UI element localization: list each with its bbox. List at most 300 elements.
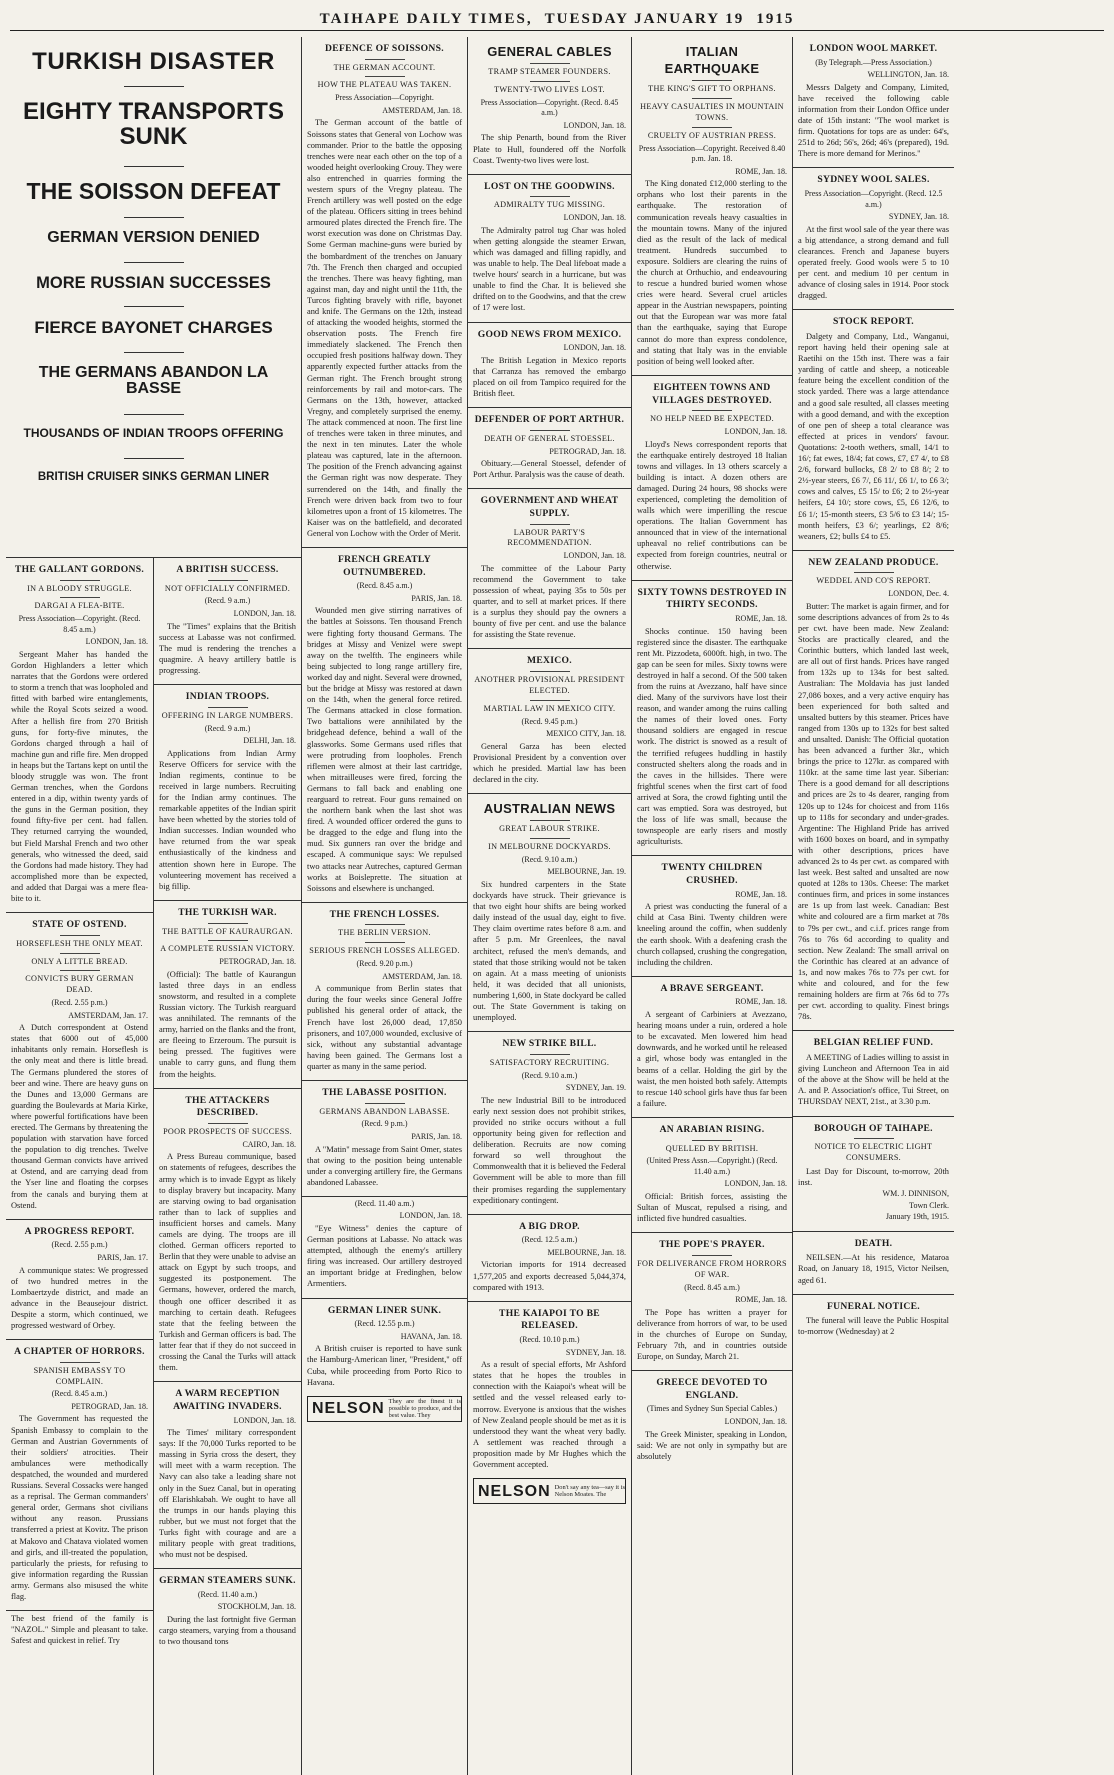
article xyxy=(637,862,787,967)
dateline: LONDON, Jan. 18. xyxy=(233,1415,296,1425)
article xyxy=(473,1308,626,1470)
press-credit: (Recd. 9 p.m.) xyxy=(361,1119,408,1129)
article-subhead: CONVICTS BURY GERMAN DEAD. xyxy=(25,974,134,995)
divider xyxy=(530,838,570,839)
article xyxy=(159,691,296,892)
article-body: The Admiralty patrol tug Char was holed when getting alongside the steamer Erwan, which was damaged and filling rapidly, and was unable to help. The Deal lifeboat made a twelve hours' search in a hurricane, but was unable to find the Char. It is believed she drifted on to the Goodwins, and that the crew of 17 were lost. xyxy=(473,225,626,313)
headline-6: FIERCE BAYONET CHARGES xyxy=(34,317,273,337)
article-title: LONDON WOOL MARKET. xyxy=(809,43,938,54)
article-body: The "Times" explains that the British success at Labasse was not confirmed. The mud is rendering the trenches a quagmire. A heavy artillery battle is progressing. xyxy=(159,621,296,675)
article-body: The Times' military correspondent says: If the 70,000 Turks reported to be massing in Syria cross the desert, they will meet with a warm reception. The Navy can also take a leading share not only in the Suez Canal, but in operating off Elarishkabah. We ought to have all the trumps in our hands playing this rubber, but we must not forget that the Turks fight with courage and are a military people with great traditions, who must not be despised. xyxy=(159,1428,296,1560)
article-title: DEATH. xyxy=(854,1237,893,1249)
article-subhead: OFFERING IN LARGE NUMBERS. xyxy=(161,710,294,720)
article xyxy=(159,1388,296,1560)
article-body: Dalgety and Company, Ltd., Wanganui, report having held their opening sale at Raetihi on the 15th inst. There was a fair yarding of cattle and sheep, a noticeable feature being the excellent condition of the stock yarded. There was a large attendance and a good sale resulted, all classes meeting with a good demand, and with the exception of one pen of sheep a total clearance was effected at prices in vendors' favour. Quotations: 2-tooth wethers, small, 14/1 to 16/; fat ewes, 18/4; fat cows, £7, £7 4/, to £8 2/6, forward bullocks, £8 2/ to £8 8/; 2 to 2½-year steers, £6 7/, £6 11/, £6 1/, to £6 3/; cows and calves, £5 15/ to £6; 2 to 2½-year heifers, £4 10/; store cows, £5, £6 12/6, to £6 1/; 15-month steers, £3 5/6 to £3 14/; 15-month heifers, £3 6/; yearlings, £2 8/6; weaners, £2; bulls £4 to £5. xyxy=(798,332,949,541)
headline-8: THOUSANDS OF INDIAN TROOPS OFFERING xyxy=(23,426,284,441)
dateline: MELBOURNE, Jan. 18. xyxy=(547,1247,626,1257)
divider xyxy=(692,410,732,411)
article-title: THE FRENCH LOSSES. xyxy=(329,908,440,920)
article-body: NEILSEN.—At his residence, Mataroa Road, on January 18, 1915, Victor Neilsen, aged 61. xyxy=(798,1253,949,1285)
article xyxy=(159,564,296,676)
column-rule xyxy=(793,1030,954,1031)
column-rule xyxy=(468,793,631,794)
ad-brand: NELSON xyxy=(312,1400,385,1418)
press-credit: Press Association—Copyright. (Recd. 12.5 a.m.) xyxy=(804,189,943,209)
divider xyxy=(60,580,100,581)
dateline: HAVANA, Jan. 18. xyxy=(400,1331,462,1341)
press-credit: Press Association—Copyright. xyxy=(335,93,434,103)
article-title: FRENCH GREATLY OUTNUMBERED. xyxy=(338,553,431,578)
press-credit: (Recd. 9.10 a.m.) xyxy=(521,1070,578,1080)
article-body: The King donated £12,000 sterling to the orphans who lost their parents in the earthquake. The restoration of communication reveals heavy casualties in the mountain towns. Many of the injured died as the result of the lack of medical treatment. Hundreds succumbed to exposure. Soldiers are clearing the ruins of the church at Orthuchio, and endeavouring to rescue a hundred buried women whose cries were heard. Several cruel articles appear in the Austrian newspapers, pointing out that the European war was more fatal than the earthquake, saying that Europe cannot do more than express condolence, and stating that Italy was in the enviable position of being well looked after. xyxy=(637,179,787,366)
article xyxy=(637,1239,787,1362)
article xyxy=(11,1346,148,1602)
column-rule xyxy=(302,1196,467,1197)
article-title: BOROUGH OF TAIHAPE. xyxy=(814,1122,933,1134)
column-rule xyxy=(468,174,631,175)
article xyxy=(473,655,626,785)
article-title: A PROGRESS REPORT. xyxy=(24,1225,135,1237)
press-credit: (Recd. 9 a.m.) xyxy=(204,596,251,606)
masthead-date: TUESDAY JANUARY 19 xyxy=(544,11,745,27)
dateline: PETROGRAD, Jan. 18. xyxy=(549,446,626,456)
divider xyxy=(208,940,248,941)
article xyxy=(473,329,626,400)
column-rule xyxy=(793,309,954,310)
article-body: General Garza has been elected Provisional President by a convention over which he presided. Martial law has been declared in the city. xyxy=(473,741,626,784)
article xyxy=(159,1575,296,1647)
article-subhead: THE GERMAN ACCOUNT. xyxy=(333,62,436,72)
dateline: ROME, Jan. 18. xyxy=(735,997,787,1007)
article-subhead: DEATH OF GENERAL STOESSEL. xyxy=(484,433,615,443)
article-body: (Official): The battle of Kaurangun lasted three days in an endless snowstorm, and resulted in a complete Russian victory. The Turkish rearguard was annihilated. The remnants of the army, harried on the flanks and the front, are fleeing to Erzeroum. The pursuit is being pressed. The fugitives were unable to carry guns, and flung them from the heights. xyxy=(159,969,296,1079)
article-body: "Eye Witness" denies the capture of German positions at Labasse. No attack was attempted, although the enemy's artillery firing was increased. Our artillery destroyed an important bridge at Fredinghen, below Armentiers. xyxy=(307,1224,462,1289)
article-subhead: GERMANS ABANDON LABASSE. xyxy=(319,1106,450,1116)
article-subhead: MARTIAL LAW IN MEXICO CITY. xyxy=(483,703,616,713)
dateline: STOCKHOLM, Jan. 18. xyxy=(217,1602,296,1612)
dateline: LONDON, Dec. 4. xyxy=(888,589,949,599)
article-body: A communique states: We progressed of two hundred metres in the Lombaertzyde district, and made an advance in the Beausejour district. Despite a storm, which continued, we progressed westward of Orbey. xyxy=(11,1265,148,1330)
article xyxy=(159,907,296,1080)
divider xyxy=(208,707,248,708)
article-body: A communique from Berlin states that during the four weeks since General Joffre published his general order of attack, the French have lost 26,000 dead, 17,850 prisoners, and 107,000 wounded, exclusive of sick, without any substantial advantage having been gained. The Germans lost a quarter as many in the same period. xyxy=(307,984,462,1071)
article-title: AUSTRALIAN NEWS xyxy=(483,801,616,817)
nelson-tea-advert xyxy=(473,1478,626,1504)
ad-text: They are the finest it is possible to produce, and the best value. They xyxy=(388,1397,461,1420)
divider xyxy=(692,98,732,99)
ad-brand: NELSON xyxy=(478,1482,551,1500)
press-credit: Press Association—Copyright. (Recd. 8.45 a.m.) xyxy=(480,97,619,118)
divider xyxy=(530,524,570,525)
article-title: A BRAVE SERGEANT. xyxy=(660,982,764,994)
article-body: Messrs Dalgety and Company, Limited, have received the following cable information from their London Office under date of 15th instant: "The wool market is firm. Quotations for tops are as under: 64's, 251d to 26d; 56's, 26d; 46's (prepared), 19d. There is more demand for Merinos." xyxy=(798,82,949,159)
press-credit: (Recd. 12.55 p.m.) xyxy=(354,1319,415,1329)
dateline: PARIS, Jan. 17. xyxy=(97,1252,148,1262)
article-subhead: SATISFACTORY RECRUITING. xyxy=(489,1057,610,1067)
article xyxy=(473,43,626,166)
article-title: GERMAN STEAMERS SUNK. xyxy=(159,1575,296,1587)
dateline: PARIS, Jan. 18. xyxy=(411,593,462,603)
column-rule xyxy=(302,1080,467,1081)
divider xyxy=(530,1054,570,1055)
divider xyxy=(530,671,570,672)
divider xyxy=(530,63,570,64)
article-title: THE KAIAPOI TO BE RELEASED. xyxy=(499,1307,600,1332)
headline-2: EIGHTY TRANSPORTS SUNK xyxy=(23,98,284,151)
article-title: FUNERAL NOTICE. xyxy=(827,1300,920,1312)
press-credit: (Recd. 8.45 a.m.) xyxy=(356,581,413,591)
article xyxy=(307,1199,462,1290)
divider xyxy=(854,572,894,573)
column-rule xyxy=(302,902,467,903)
dateline: LONDON, Jan. 18. xyxy=(724,1179,787,1189)
article-body: The Pope has written a prayer for deliverance from horrors of war, to be used in the churches of Europe on Sunday, February 7th, and in countries outside Europe, on Sunday, March 21. xyxy=(637,1307,787,1362)
article-subhead: LABOUR PARTY'S RECOMMENDATION. xyxy=(507,527,592,548)
divider xyxy=(60,935,100,936)
article-title: DEFENDER OF PORT ARTHUR. xyxy=(474,414,625,426)
article xyxy=(473,414,626,480)
article-subhead: A COMPLETE RUSSIAN VICTORY. xyxy=(160,944,295,954)
article-subhead: POOR PROSPECTS OF SUCCESS. xyxy=(163,1126,292,1136)
article-subhead: IN A BLOODY STRUGGLE. xyxy=(27,583,132,593)
column-rule xyxy=(793,1294,954,1295)
divider xyxy=(60,597,100,598)
dateline: MELBOURNE, Jan. 19. xyxy=(547,867,626,877)
article-title: AN ARABIAN RISING. xyxy=(659,1123,765,1135)
article-body: A "Matin" message from Saint Omer, states that owing to the position being untenable under a converging artillery fire, the Germans abandoned Labassee. xyxy=(307,1144,462,1187)
article-subhead: NOT OFFICIALLY CONFIRMED. xyxy=(164,583,291,593)
column-rule xyxy=(468,648,631,649)
press-credit: (Recd. 9.20 p.m.) xyxy=(356,959,413,969)
divider xyxy=(854,1138,894,1139)
article xyxy=(798,1301,949,1338)
article-subhead: CRUELTY OF AUSTRIAN PRESS. xyxy=(647,130,777,140)
press-credit: Press Association—Copyright. Received 8.40 p.m. Jan. 18. xyxy=(638,143,786,164)
dateline: LONDON, Jan. 18. xyxy=(563,120,626,130)
dateline: ROME, Jan. 18. xyxy=(735,613,787,623)
article xyxy=(798,1238,949,1286)
column-rule xyxy=(6,912,153,913)
press-credit: (Recd. 9.45 p.m.) xyxy=(521,716,578,726)
article xyxy=(11,919,148,1211)
dateline: LONDON, Jan. 18. xyxy=(563,343,626,353)
column-6 xyxy=(793,37,954,1775)
column-rule xyxy=(6,1219,153,1220)
divider xyxy=(365,924,405,925)
article-subhead: SERIOUS FRENCH LOSSES ALLEGED. xyxy=(309,946,460,956)
article-body: As a result of special efforts, Mr Ashford states that he hopes the troubles in connection with the Kaiapoi's wheat will be settled and the vessel released early to-morrow. Everyone is anxious that the wishes of New Zealand people should be met as it is understood they want the wheat very badly. A settlement was reached through a proposition made by Mr Hughes which the Government accepted. xyxy=(473,1360,626,1470)
article-title: DEFENCE OF SOISSONS. xyxy=(325,43,444,54)
column-rule xyxy=(632,855,792,856)
article-subhead: ANOTHER PROVISIONAL PRESIDENT ELECTED. xyxy=(474,675,625,695)
nazol-advert: The best friend of the family is "NAZOL." Simple and pleasant to take. Safest and quickest in relief. Try xyxy=(11,1614,148,1646)
column-rule xyxy=(632,580,792,581)
article-subhead: FOR DELIVERANCE FROM HORRORS OF WAR. xyxy=(637,1258,787,1279)
article xyxy=(798,1037,949,1107)
column-2 xyxy=(154,558,301,1775)
press-credit: Press Association—Copyright. (Recd. 8.45 a.m.) xyxy=(18,614,141,634)
dateline: LONDON, Jan. 18. xyxy=(233,609,296,619)
article-body: The committee of the Labour Party recommend the Government to take possession of wheat, paying 35s to 50s per quarter, and to sell at market prices. If there is a surplus they should pay the owners a bounty of five per cent. and use the balance for assisting the State revenue. xyxy=(473,563,626,640)
article-title: LOST ON THE GOODWINS. xyxy=(484,180,615,192)
article-body: Shocks continue. 150 having been registered since the disaster. The earthquake rent Mt. Pizzodeta, 6000ft. high, in two. The gap can be seen for miles. Sixty towns were destroyed in half a second. Of the 500 taken from the ruins at Avezzano, half have since died. Many of the survivors have lost their reason, and wander among the ruins calling the names of their loved ones. Forty thousand soldiers are engaged in rescue work. The district is snowed as a result of the terrified refugees huddling in hastily constructed shelters along the roads and in the caves in the hillsides. There were frightful scenes when the first cart of food arrived at Sora, the crowd fighting until the cart was emptied. Sora was destroyed, but the loss of life was small, because the townspeople are early risers and mostly agriculturists. xyxy=(637,626,787,847)
column-rule xyxy=(793,1231,954,1232)
press-credit: (Recd. 9.10 a.m.) xyxy=(521,854,578,864)
article xyxy=(307,43,462,539)
article-subhead: HOW THE PLATEAU WAS TAKEN. xyxy=(317,80,452,90)
column-rule xyxy=(468,1301,631,1302)
column-rule xyxy=(632,976,792,977)
masthead-year: 1915 xyxy=(756,11,795,27)
headline-1: TURKISH DISASTER xyxy=(32,48,275,75)
dateline: AMSTERDAM, Jan. 18. xyxy=(382,105,462,115)
notice-date: January 19th, 1915. xyxy=(885,1212,949,1222)
article-subhead: HORSEFLESH THE ONLY MEAT. xyxy=(16,938,143,948)
dateline: LONDON, Jan. 18. xyxy=(563,551,626,561)
article-body: A priest was conducting the funeral of a child at Casa Bini. Twenty children were kneeling around the coffin, when suddenly the earth shook. With a deafening crash the church collapsed, crushing the congregation, including the children. xyxy=(637,902,787,967)
article-title: SIXTY TOWNS DESTROYED IN THIRTY SECONDS. xyxy=(637,586,787,611)
article-title: A BIG DROP. xyxy=(519,1220,580,1232)
article-body: Obituary.—General Stoessel, defender of Port Arthur. Paralysis was the cause of death. xyxy=(473,459,626,480)
article-subhead: THE BATTLE OF KAURAURGAN. xyxy=(162,926,293,936)
article-title: GERMAN LINER SUNK. xyxy=(327,1304,442,1316)
article-title: A WARM RECEPTION AWAITING INVADERS. xyxy=(173,1388,282,1412)
column-rule xyxy=(154,1088,301,1089)
article xyxy=(798,1123,949,1223)
article-title: GREECE DEVOTED TO ENGLAND. xyxy=(656,1377,768,1401)
article-body: Applications from Indian Army Reserve Officers for service with the Indian regiments, continue to be received in large numbers. Recruiting for the Indian army continues. The remarkable appetites of the Indian spirit have been whetted by the stories told of Indian successes. Indian wounded who have returned from the war speak enthusiastically of the kindness and attention shown here in Europe. The volunteering movement has received a big fillip. xyxy=(159,748,296,891)
article xyxy=(159,1095,296,1374)
article xyxy=(637,587,787,848)
columns xyxy=(6,37,1108,1775)
dateline: LONDON, Jan. 18. xyxy=(724,1417,787,1427)
press-credit: (Recd. 10.10 p.m.) xyxy=(519,1335,580,1345)
column-rule xyxy=(632,1232,792,1233)
column-rule xyxy=(793,167,954,168)
divider xyxy=(208,923,248,924)
article-body: A British cruiser is reported to have sunk the Hamburg-American liner, "President," off Cuba, while proceeding from Porto Rico to Havana. xyxy=(307,1344,462,1387)
article xyxy=(473,1038,626,1206)
divider xyxy=(530,196,570,197)
dateline: PARIS, Jan. 18. xyxy=(411,1132,462,1141)
divider xyxy=(530,820,570,821)
article-title: THE POPE'S PRAYER. xyxy=(659,1239,765,1251)
article-body: A Press Bureau communique, based on statements of refugees, describes the army which is to invade Egypt as likely to display bravery but incapacity. Many are starving owing to bad organisation rather than to lack of supplies and insufficient horses and camels. Many camels are dying. The troops are ill clothed. German officers reported to Berlin that they were unable to advise an attack on Egypt by such troops, and suggested its postponement. The Germans, however, ordered the march, though one officer described it as marching to certain death. Refugees state that the feeling between the Turkish and German officers is bad. The latter fear that if they do not succeed in crossing the Canal the Turks will attack them. xyxy=(159,1152,296,1373)
article xyxy=(307,1087,462,1188)
article-body: Last Day for Discount, to-morrow, 20th inst. xyxy=(798,1166,949,1187)
column-rule xyxy=(154,684,301,685)
column-rule xyxy=(154,1568,301,1569)
dateline: LONDON, Jan. 18. xyxy=(399,1211,462,1221)
article-subhead: GREAT LABOUR STRIKE. xyxy=(499,824,600,834)
article-body: A MEETING of Ladies willing to assist in giving Luncheon and Afternoon Tea in aid of the above at the Show will be held at the A. and P. Association's office, Tui Street, on THURSDAY NEXT, 21st., at 3.30 p.m. xyxy=(798,1053,949,1107)
article-body: Lloyd's News correspondent reports that the earthquake entirely destroyed 18 Italian towns and villages. In 13 others scarcely a building is intact. A dozen others are damaged. During 24 hours, 98 shocks were experienced, completing the demolition of walls which were imperilling the rescue operations. The Italian Government has announced that in view of the international upheaval no relief contributions can be expected from foreign countries, neutral or otherwise. xyxy=(637,439,787,571)
press-credit: (Recd. 8.45 a.m.) xyxy=(684,1282,740,1292)
divider xyxy=(365,59,405,60)
dateline: DELHI, Jan. 18. xyxy=(243,736,296,746)
divider xyxy=(60,1362,100,1363)
article xyxy=(637,983,787,1109)
article xyxy=(798,557,949,1023)
dateline: ROME, Jan. 18. xyxy=(735,1295,787,1305)
article-body: Victorian imports for 1914 decreased 1,577,205 and exports decreased 5,044,374, compared with 1913. xyxy=(473,1260,626,1292)
article-subhead: THE BERLIN VERSION. xyxy=(338,928,431,938)
dateline: PETROGRAD, Jan. 18. xyxy=(219,957,296,967)
article-subhead: DARGAI A FLEA-BITE. xyxy=(34,601,125,611)
article xyxy=(307,909,462,1072)
article xyxy=(11,564,148,904)
dateline: PETROGRAD, Jan. 18. xyxy=(71,1401,148,1411)
article xyxy=(637,1124,787,1224)
column-5 xyxy=(632,37,793,1775)
article xyxy=(473,495,626,640)
article-body: The Greek Minister, speaking in London, said: We are not only in sympathy but are absolutely xyxy=(637,1429,787,1461)
article-title: STATE OF OSTEND. xyxy=(32,919,127,931)
article-body: At the first wool sale of the year there was a big attendance, a strong demand and full clearances. French and Japanese buyers operated freely. Good wools were 5 to 10 per cent. and medium 10 per centum in advance of closing sales in 1914. Poor stock dragged. xyxy=(798,224,949,301)
column-rule xyxy=(468,488,631,489)
article-title: TWENTY CHILDREN CRUSHED. xyxy=(661,862,763,887)
article-title: ITALIAN EARTHQUAKE xyxy=(664,44,760,77)
divider xyxy=(692,1255,732,1256)
dateline: SYDNEY, Jan. 18. xyxy=(888,212,949,222)
article-title: GOOD NEWS FROM MEXICO. xyxy=(477,328,622,340)
headline-5: MORE RUSSIAN SUCCESSES xyxy=(36,273,271,292)
article-title: THE TURKISH WAR. xyxy=(178,906,277,918)
divider xyxy=(208,580,248,581)
column-4 xyxy=(468,37,632,1775)
nelson-tea-advert xyxy=(307,1396,462,1422)
headline-3: THE SOISSON DEFEAT xyxy=(26,177,281,204)
signoff: WM. J. DINNISON, xyxy=(882,1189,949,1199)
article xyxy=(473,800,626,1023)
press-credit: (Recd. 12.5 a.m.) xyxy=(521,1235,578,1245)
article-body: Official: British forces, assisting the Sultan of Muscat, repulsed a rising, and inflicted five hundred casualties. xyxy=(637,1192,787,1224)
dateline: LONDON, Jan. 18. xyxy=(724,427,787,436)
article-title: BELGIAN RELIEF FUND. xyxy=(813,1037,934,1049)
article-body: Wounded men give stirring narratives of the battles at Soissons. Ten thousand French were fighting forty thousand Germans. The bridges at Missy and Venizel were swept away on the twelfth. The engineers while being subjected to long range artillery fire, worked day and night. Several were drowned, but the bridge at Missy was restored at dawn on the 14th, when the general force retired. The Germans attacked in close formation. Two battalions were annihilated by the bridgehead defence, behind a wall of the glassworks. Some Germans used rifles that were protruding from loopholes. French riflemen were almost at their last cartridge, when mitrailleuses were fired, forcing the Germans to fall back and enabling one rearguard to retreat. Four guns remained on the northern bank when the last shot was fired. A wounded officer ordered the guns to be dragged to the edge and flung into the mud. Six gunners ran over the bridge and escaped. A communique says: We repulsed two attacks near Autreches, captured German works at Boisleprette. The situation at Soissons and elsewhere is unchanged. xyxy=(307,606,462,893)
article xyxy=(798,43,949,159)
article-body: A sergeant of Carbiniers at Avezzano, hearing moans under a ruin, ordered a hole to be excavated. Men lowered him head downwards, and he worked until he released a girl, whose body was entangled in the beams of a cellar. Holding the girl by the waist, the men hoisted both safely. Attempts to rescue 140 school girls have thus far been a failure. xyxy=(637,1010,787,1108)
article-subhead: NO HELP NEED BE EXPECTED. xyxy=(650,414,774,424)
ad-text: Don't say any tea—say it is Nelson Moates. The xyxy=(554,1483,625,1499)
column-rule xyxy=(302,1298,467,1299)
divider xyxy=(692,80,732,81)
article xyxy=(11,1226,148,1331)
column-rule xyxy=(632,1117,792,1118)
article xyxy=(307,1305,462,1388)
dateline: LONDON, Jan. 18. xyxy=(563,213,626,223)
headline-9: BRITISH CRUISER SINKS GERMAN LINER xyxy=(37,470,270,483)
column-rule xyxy=(6,1339,153,1340)
signoff: Town Clerk. xyxy=(909,1200,949,1210)
column-1 xyxy=(6,558,154,1775)
divider xyxy=(365,1103,405,1104)
divider xyxy=(208,1123,248,1124)
press-credit: (Recd. 8.45 a.m.) xyxy=(51,1389,108,1399)
article-subhead: TWENTY-TWO LIVES LOST. xyxy=(494,84,605,94)
press-credit: (Recd. 11.40 a.m.) xyxy=(197,1589,258,1599)
article-subhead: IN MELBOURNE DOCKYARDS. xyxy=(488,842,611,852)
column-rule xyxy=(793,1116,954,1117)
dateline: AMSTERDAM, Jan. 18. xyxy=(382,971,462,981)
article-title: EIGHTEEN TOWNS AND VILLAGES DESTROYED. xyxy=(652,381,772,406)
column-rule xyxy=(468,322,631,323)
article-subhead: ONLY A LITTLE BREAD. xyxy=(31,956,128,966)
article-subhead: TRAMP STEAMER FOUNDERS. xyxy=(488,67,611,77)
article xyxy=(798,316,949,541)
column-rule xyxy=(302,547,467,548)
article xyxy=(473,181,626,314)
article-title: A CHAPTER OF HORRORS. xyxy=(14,1346,145,1358)
article-title: THE LABASSE POSITION. xyxy=(322,1086,447,1098)
column-rule xyxy=(632,1370,792,1371)
article-body: Sergeant Maher has handed the Gordon Highlanders a letter which narrates that the Gordons were ordered to storm a trench that was loopholed and fitted with barbed wire entanglements, while the Royal Scots seized a wood. After a hellish fire from 270 British guns, for forty-five minutes, the Gordons charged through a hail of machine gun and rifle fire. Men dropped in heaps but the Tartans kept on until the bloody struggle was won. The front German trenches, when the Gordons entered in a dip, within twenty yards of the guns in the German position, they found fifty-five per cent. had fallen. They returned carrying the wounded, but Field Marshal French and two other generals, who witnessed the deed, said the Gordons had made history. They had accomplished more than be expected, and added that Dargai was a mere flea-bite to it. xyxy=(11,649,148,904)
press-credit: (Times and Sydney Sun Special Cables.) xyxy=(646,1404,778,1414)
column-rule xyxy=(468,1214,631,1215)
press-credit: (Recd. 9 a.m.) xyxy=(204,723,251,733)
column-rule xyxy=(468,1031,631,1032)
article xyxy=(473,1221,626,1293)
press-credit: (United Press Assn.—Copyright.) (Recd. 11.40 a.m.) xyxy=(646,1156,778,1176)
headline-4: GERMAN VERSION DENIED xyxy=(47,228,260,246)
column-3 xyxy=(302,37,468,1775)
left-wide-section xyxy=(6,37,302,1775)
article-subhead: SPANISH EMBASSY TO COMPLAIN. xyxy=(33,1365,126,1386)
article-title: SYDNEY WOOL SALES. xyxy=(817,174,930,186)
masthead xyxy=(10,4,1104,31)
dateline: SYDNEY, Jan. 18. xyxy=(565,1347,626,1357)
article-subhead: WEDDEL AND CO'S REPORT. xyxy=(816,576,931,586)
article-subhead: QUELLED BY BRITISH. xyxy=(665,1143,759,1153)
divider xyxy=(530,430,570,431)
article-subhead: NOTICE TO ELECTRIC LIGHT CONSUMERS. xyxy=(814,1142,933,1162)
dateline: WELLINGTON, Jan. 18. xyxy=(867,70,949,80)
column-rule xyxy=(154,1381,301,1382)
article-body: The funeral will leave the Public Hospital to-morrow (Wednesday) at 2 xyxy=(798,1316,949,1337)
article-subhead: ADMIRALTY TUG MISSING. xyxy=(493,200,606,210)
divider xyxy=(530,700,570,701)
divider xyxy=(692,127,732,128)
article-body: The German account of the battle of Soissons states that General von Lochow was commander. Prior to the battle the opposing trenches were near each other on the top of a wooded height overlooking Crouy. They were also entrenched in quarries forming the western spurs of the Vregny plateau. The French artillery was well posted on the edge of the plateau. Officers sitting in trees behind armoured plates directed the French fire. The worst execution was done on Christmas Day. Some German machine-guns were buried by the bombardment of the trenches on January 7th. The French then charged and occupied the trenches. There was heavy fighting, man against man, day and night until the 11th, the Turcos fighting bravely with rifle, bayonet and knife. The Germans on the 12th, instead of attacking the wooded heights, stormed the observation posts. The French fire immediately slackened. The French then occupied fresh positions halfway down. They apparently expected further attacks from the German right. The French brought strong reinforcements by rail and motor-cars. The Germans on the 13th, however, attacked Vregny, and completely surprised the enemy. The attack commenced at noon. The first line of trenches were taken in three minutes, and the next in ten minutes. Later the whole plateau was captured, late in the afternoon. The position of the French advancing against the German right was now desperate. They surrendered on the 14th, and finally the French were driven back from two to four kilometres upon a front of 15 kilometres. The Kaiser was on the battlefield, and decorated General von Lochow with the Order of Merit. xyxy=(307,118,462,538)
divider xyxy=(530,81,570,82)
article-body: The new Industrial Bill to be introduced early next session does not prohibit strikes, provided no strike occurs without a full opportunity being given for reflection and deliberation. Recruits are now coming forward so well throughout the Commonwealth that it is believed the Federal Government will be able to more than fill their promises regarding the supplementary expeditionary contingent. xyxy=(473,1095,626,1205)
dateline: CAIRO, Jan. 18. xyxy=(242,1139,296,1149)
article xyxy=(307,554,462,894)
article-title: MEXICO. xyxy=(526,655,572,667)
dateline: SYDNEY, Jan. 19. xyxy=(565,1083,626,1093)
dateline: ROME, Jan. 18. xyxy=(735,889,787,899)
article-title: GENERAL CABLES xyxy=(487,44,612,59)
article-title: NEW STRIKE BILL. xyxy=(502,1038,597,1050)
article-title: INDIAN TROOPS. xyxy=(185,691,270,703)
press-credit: (Recd. 2.55 p.m.) xyxy=(51,1240,108,1250)
dateline: AMSTERDAM, Jan. 17. xyxy=(68,1010,148,1020)
column-rule xyxy=(154,900,301,901)
divider xyxy=(365,942,405,943)
dateline: ROME, Jan. 18. xyxy=(735,166,787,176)
article-title: GOVERNMENT AND WHEAT SUPPLY. xyxy=(480,495,619,519)
article-subhead: HEAVY CASUALTIES IN MOUNTAIN TOWNS. xyxy=(640,102,784,122)
column-rule xyxy=(6,1610,153,1611)
article xyxy=(798,174,949,301)
article-body: During the last fortnight five German cargo steamers, varying from a thousand to two thousand tons xyxy=(159,1614,296,1647)
article-title: NEW ZEALAND PRODUCE. xyxy=(808,556,939,568)
press-credit: (Recd. 2.55 p.m.) xyxy=(51,998,108,1008)
lower-columns xyxy=(6,557,301,1775)
dateline: LONDON, Jan. 18. xyxy=(85,637,148,647)
article-body: The British Legation in Mexico reports that Carranza has removed the embargo placed on oil from Tampico required for the British fleet. xyxy=(473,355,626,398)
column-rule xyxy=(632,375,792,376)
